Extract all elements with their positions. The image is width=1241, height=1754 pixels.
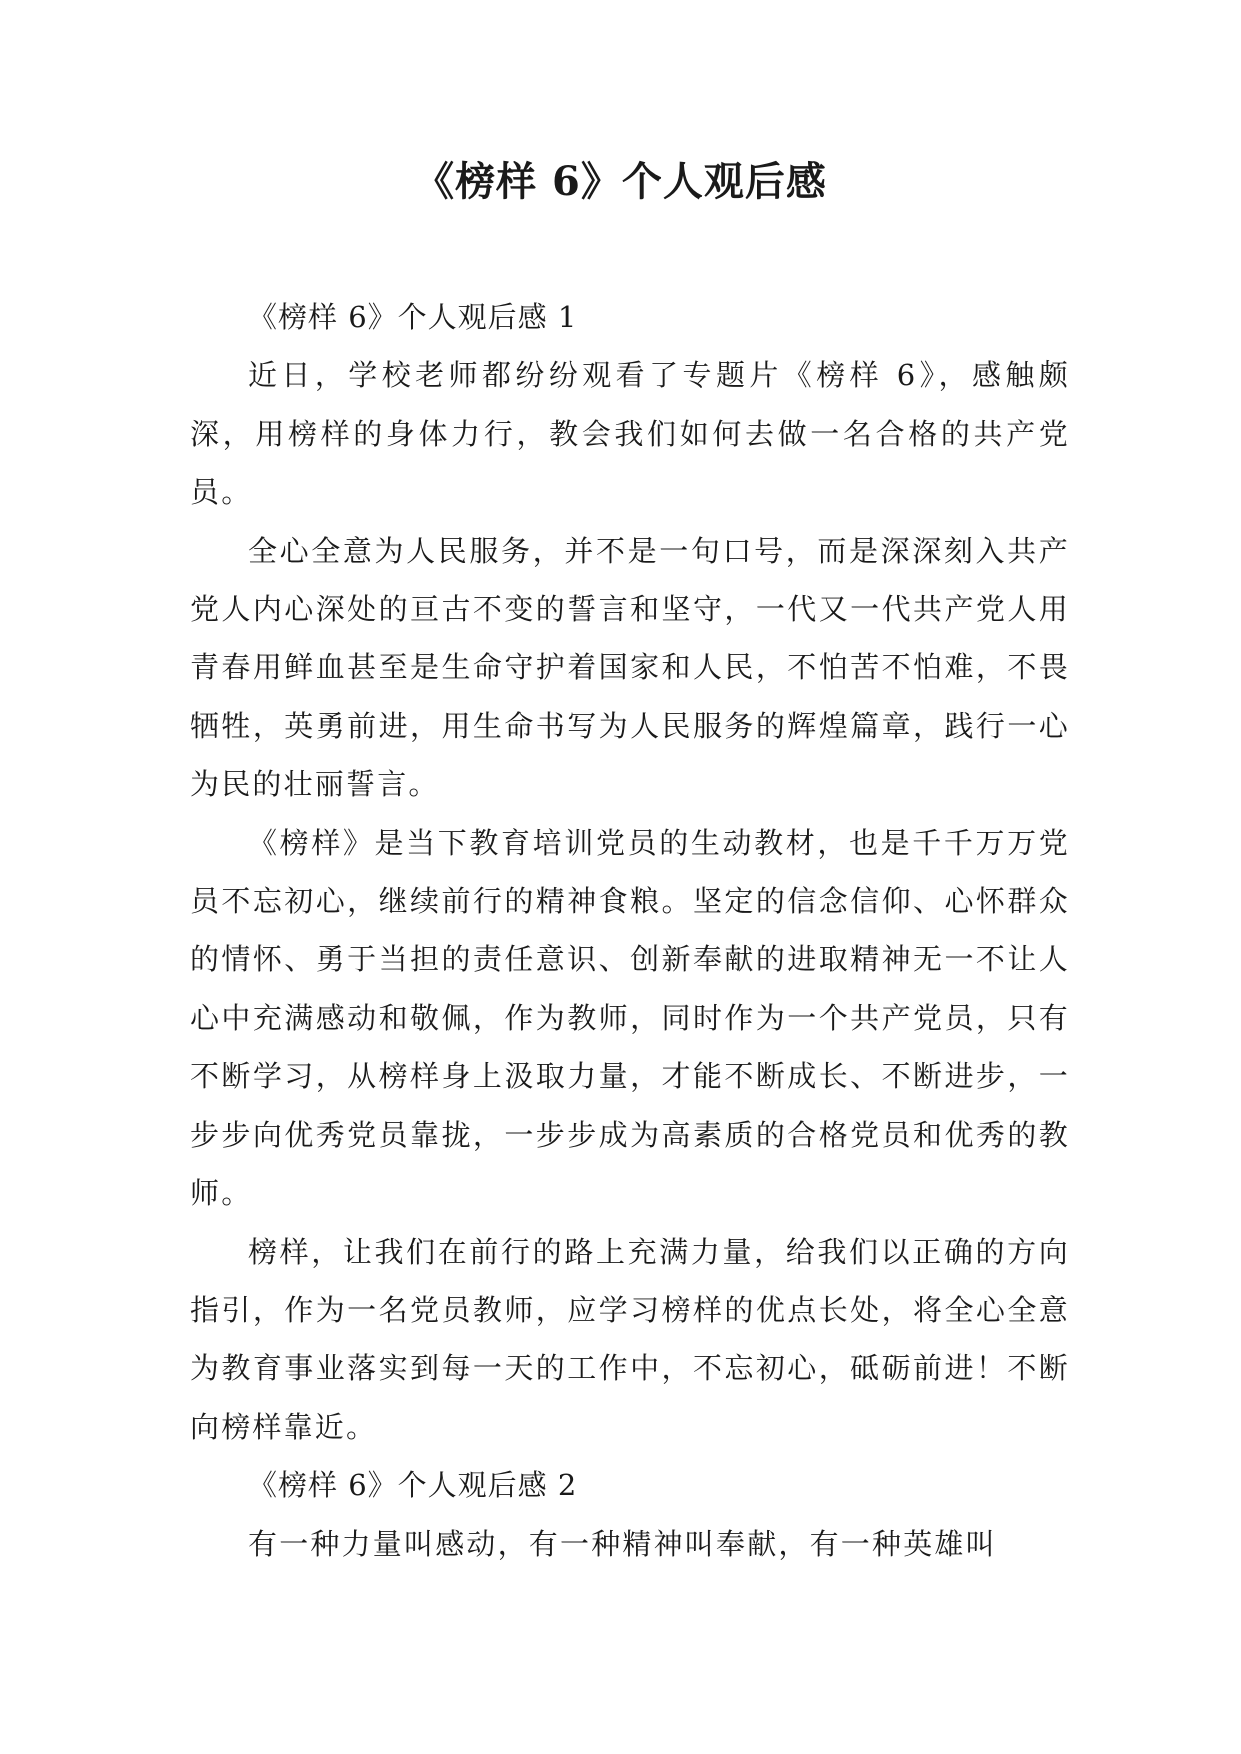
paragraph: 近日，学校老师都纷纷观看了专题片《榜样 6》，感触颇深，用榜样的身体力行，教会我们如何去做一名合格的共产党员。 (190, 358, 1070, 510)
paragraph: 榜样，让我们在前行的路上充满力量，给我们以正确的方向指引，作为一名党员教师，应学习榜样的优点长处，将全心全意为教育事业落实到每一天的工作中，不忘初心，砥砺前进！不断向榜样靠近。 (190, 1234, 1070, 1444)
section-heading-1: 《榜样 6》个人观后感 1 (248, 300, 578, 334)
document-body (190, 288, 1070, 1573)
section-heading-2: 《榜样 6》个人观后感 2 (248, 1468, 578, 1503)
paragraph: 《榜样》是当下教育培训党员的生动教材，也是千千万万党员不忘初心，继续前行的精神食粮。坚定的信念信仰、心怀群众的情怀、勇于当担的责任意识、创新奉献的进取精神无一不让人心中充满感动和敬佩，作为教师，同时作为一个共产党员，只有不断学习，从榜样身上汲取力量，才能不断成长、不断进步，一步步向优秀党员靠拢，一步步成为高素质的合格党员和优秀的教师。 (190, 825, 1070, 1211)
paragraph: 全心全意为人民服务，并不是一句口号，而是深深刻入共产党人内心深处的亘古不变的誓言和坚守，一代又一代共产党人用青春用鲜血甚至是生命守护着国家和人民，不怕苦不怕难，不畏牺牲，英勇前进，用生命书写为人民服务的辉煌篇章，践行一心为民的壮丽誓言。 (190, 533, 1070, 802)
paragraph: 有一种力量叫感动，有一种精神叫奉献，有一种英雄叫 (248, 1526, 997, 1561)
document-title: 《榜样 6》个人观后感 (414, 158, 827, 205)
